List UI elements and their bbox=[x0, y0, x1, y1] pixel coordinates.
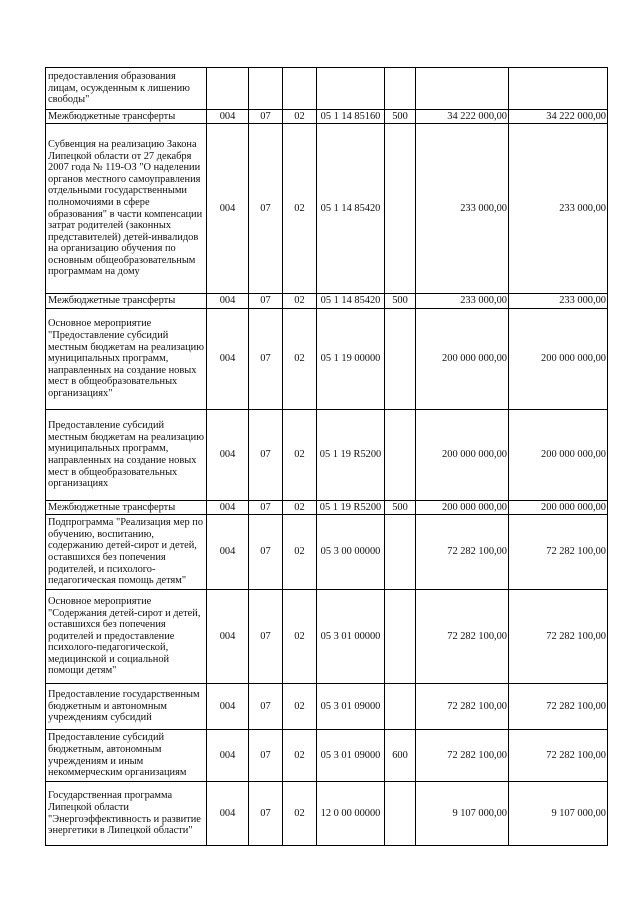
row-section: 07 bbox=[249, 590, 283, 684]
row-amount-1: 233 000,00 bbox=[416, 124, 509, 294]
row-section: 07 bbox=[249, 110, 283, 124]
row-amount-1: 72 282 100,00 bbox=[416, 730, 509, 782]
row-target-code: 05 3 01 09000 bbox=[317, 730, 385, 782]
row-subsection: 02 bbox=[283, 730, 317, 782]
row-ved: 004 bbox=[207, 309, 249, 410]
row-target-code: 12 0 00 00000 bbox=[317, 782, 385, 846]
row-amount-1: 233 000,00 bbox=[416, 294, 509, 309]
row-subsection: 02 bbox=[283, 110, 317, 124]
row-expense-type bbox=[385, 515, 416, 590]
row-target-code: 05 3 01 00000 bbox=[317, 590, 385, 684]
row-amount-2: 233 000,00 bbox=[509, 294, 608, 309]
row-amount-2: 9 107 000,00 bbox=[509, 782, 608, 846]
row-amount-2: 200 000 000,00 bbox=[509, 501, 608, 515]
row-target-code: 05 3 01 09000 bbox=[317, 684, 385, 730]
row-expense-type bbox=[385, 684, 416, 730]
row-ved: 004 bbox=[207, 124, 249, 294]
row-amount-1: 200 000 000,00 bbox=[416, 410, 509, 501]
row-amount-2: 200 000 000,00 bbox=[509, 309, 608, 410]
row-subsection: 02 bbox=[283, 782, 317, 846]
table-row bbox=[46, 294, 608, 309]
row-target-code: 05 1 14 85160 bbox=[317, 110, 385, 124]
row-section bbox=[249, 68, 283, 110]
row-amount-2: 34 222 000,00 bbox=[509, 110, 608, 124]
row-ved: 004 bbox=[207, 515, 249, 590]
table-row bbox=[46, 501, 608, 515]
row-expense-type bbox=[385, 590, 416, 684]
row-amount-1: 72 282 100,00 bbox=[416, 684, 509, 730]
row-name: Межбюджетные трансферты bbox=[46, 110, 207, 124]
row-expense-type bbox=[385, 124, 416, 294]
row-subsection bbox=[283, 68, 317, 110]
row-section: 07 bbox=[249, 294, 283, 309]
row-section: 07 bbox=[249, 684, 283, 730]
row-amount-1: 200 000 000,00 bbox=[416, 501, 509, 515]
row-amount-2: 72 282 100,00 bbox=[509, 515, 608, 590]
row-ved: 004 bbox=[207, 410, 249, 501]
row-target-code: 05 3 00 00000 bbox=[317, 515, 385, 590]
row-amount-2: 233 000,00 bbox=[509, 124, 608, 294]
row-name: Межбюджетные трансферты bbox=[46, 294, 207, 309]
row-section: 07 bbox=[249, 124, 283, 294]
row-amount-1: 9 107 000,00 bbox=[416, 782, 509, 846]
row-subsection: 02 bbox=[283, 309, 317, 410]
row-target-code: 05 1 19 R5200 bbox=[317, 410, 385, 501]
row-expense-type bbox=[385, 410, 416, 501]
row-ved: 004 bbox=[207, 501, 249, 515]
row-expense-type bbox=[385, 309, 416, 410]
row-expense-type bbox=[385, 782, 416, 846]
row-ved: 004 bbox=[207, 782, 249, 846]
row-amount-2: 200 000 000,00 bbox=[509, 410, 608, 501]
table-row bbox=[46, 782, 608, 846]
row-name: Межбюджетные трансферты bbox=[46, 501, 207, 515]
table-row bbox=[46, 68, 608, 110]
row-amount-2 bbox=[509, 68, 608, 110]
row-section: 07 bbox=[249, 782, 283, 846]
table-row bbox=[46, 309, 608, 410]
table-row bbox=[46, 590, 608, 684]
row-subsection: 02 bbox=[283, 590, 317, 684]
row-subsection: 02 bbox=[283, 124, 317, 294]
row-subsection: 02 bbox=[283, 410, 317, 501]
row-amount-1: 200 000 000,00 bbox=[416, 309, 509, 410]
row-target-code: 05 1 19 R5200 bbox=[317, 501, 385, 515]
row-ved bbox=[207, 68, 249, 110]
row-section: 07 bbox=[249, 730, 283, 782]
budget-table bbox=[45, 67, 608, 846]
row-target-code: 05 1 14 85420 bbox=[317, 294, 385, 309]
row-ved: 004 bbox=[207, 730, 249, 782]
row-section: 07 bbox=[249, 501, 283, 515]
row-expense-type: 500 bbox=[385, 501, 416, 515]
row-amount-2: 72 282 100,00 bbox=[509, 684, 608, 730]
row-amount-2: 72 282 100,00 bbox=[509, 590, 608, 684]
row-expense-type bbox=[385, 68, 416, 110]
table-row bbox=[46, 515, 608, 590]
row-amount-2: 72 282 100,00 bbox=[509, 730, 608, 782]
row-amount-1 bbox=[416, 68, 509, 110]
row-name: Предоставление субсидий бюджетным, автономным учреждениям и иным некоммерческим организациям bbox=[46, 730, 207, 782]
row-subsection: 02 bbox=[283, 515, 317, 590]
row-name: Основное мероприятие "Предоставление субсидий местным бюджетам на реализацию муниципальных программ, направленных на создание новых мест в общеобразовательных организациях" bbox=[46, 309, 207, 410]
row-name: предоставления образования лицам, осужденным к лишению свободы" bbox=[46, 68, 207, 110]
row-ved: 004 bbox=[207, 294, 249, 309]
row-section: 07 bbox=[249, 515, 283, 590]
row-subsection: 02 bbox=[283, 684, 317, 730]
row-target-code bbox=[317, 68, 385, 110]
budget-table-body bbox=[46, 68, 608, 846]
row-expense-type: 500 bbox=[385, 110, 416, 124]
table-row bbox=[46, 124, 608, 294]
row-expense-type: 600 bbox=[385, 730, 416, 782]
row-name: Государственная программа Липецкой области "Энергоэффективность и развитие энергетики в Липецкой области" bbox=[46, 782, 207, 846]
row-name: Предоставление субсидий местным бюджетам на реализацию муниципальных программ, направленных на создание новых мест в общеобразовательных организациях bbox=[46, 410, 207, 501]
row-subsection: 02 bbox=[283, 294, 317, 309]
row-ved: 004 bbox=[207, 684, 249, 730]
row-amount-1: 72 282 100,00 bbox=[416, 515, 509, 590]
row-target-code: 05 1 14 85420 bbox=[317, 124, 385, 294]
row-name: Подпрограмма "Реализация мер по обучению, воспитанию, содержанию детей-сирот и детей, оставшихся без попечения родителей, и психолого-педагогическая помощь детям" bbox=[46, 515, 207, 590]
row-section: 07 bbox=[249, 410, 283, 501]
row-expense-type: 500 bbox=[385, 294, 416, 309]
table-row bbox=[46, 730, 608, 782]
row-name: Субвенция на реализацию Закона Липецкой области от 27 декабря 2007 года № 119-ОЗ "О наделении органов местного самоуправления отдельными государственными полномочиями в сфере образования" в части компенсации затрат родителей (законных представителей) детей-инвалидов на организацию обучения по основным общеобразовательным программам на дому bbox=[46, 124, 207, 294]
row-amount-1: 72 282 100,00 bbox=[416, 590, 509, 684]
table-row bbox=[46, 110, 608, 124]
row-target-code: 05 1 19 00000 bbox=[317, 309, 385, 410]
row-ved: 004 bbox=[207, 590, 249, 684]
table-row bbox=[46, 410, 608, 501]
row-name: Основное мероприятие "Содержания детей-сирот и детей, оставшихся без попечения родителей и предоставление психолого-педагогической, медицинской и социальной помощи детям" bbox=[46, 590, 207, 684]
row-ved: 004 bbox=[207, 110, 249, 124]
table-row bbox=[46, 684, 608, 730]
row-subsection: 02 bbox=[283, 501, 317, 515]
row-section: 07 bbox=[249, 309, 283, 410]
row-amount-1: 34 222 000,00 bbox=[416, 110, 509, 124]
row-name: Предоставление государственным бюджетным и автономным учреждениям субсидий bbox=[46, 684, 207, 730]
